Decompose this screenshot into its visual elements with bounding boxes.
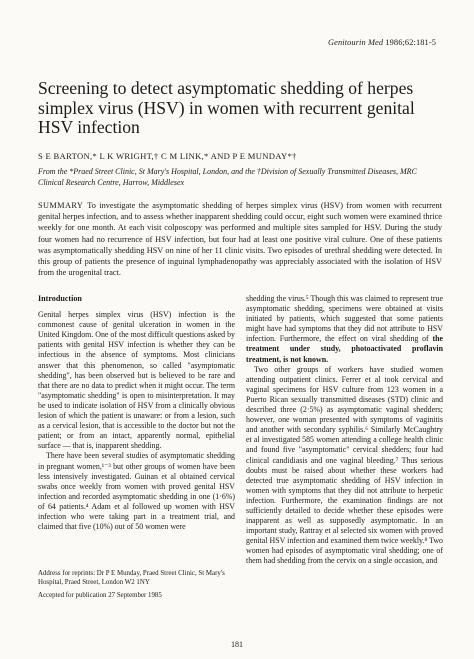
summary-block [38, 200, 442, 278]
journal-name: Genitourin Med [328, 38, 384, 47]
accepted-date: Accepted for publication 27 September 1985 [38, 592, 162, 600]
intro-paragraph-2: There have been several studies of asymptomatic shedding in pregnant women,¹⁻³ but other groups of women have been less intensively investigated. Guinan et al obtained cervical swabs once weekly from women with proved genital HSV infection and recorded asymptomatic shedding in one (1·6%) of 64 patients.⁴ Adam et al followed up women with HSV infection who were taking part in a treatment trial, and claimed that five (10%) out of 50 women were [38, 451, 235, 532]
right-column [246, 294, 443, 567]
reprint-address: Address for reprints: Dr P E Munday, Praed Street Clinic, St Mary's Hospital, Praed Street, London W2 1NY [38, 570, 225, 586]
section-heading-introduction: Introduction [38, 294, 82, 303]
footnotes [38, 570, 235, 606]
right-paragraph-2: Two other groups of workers have studied women attending outpatient clinics. Ferrer et al took cervical and vaginal specimens for HSV culture from 123 women in a Puerto Rican sexually transmitted diseases (STD) clinic and described three (2·5%) as asymptomatic vaginal shedders; however, one woman presented with symptoms of vaginitis and another with secondary syphilis.⁶ Similarly McCaughtry et al investigated 585 women attending a college health clinic and found five "asymptomatic" cervical shedders; four had clinical candidiasis and one vaginal bleeding.⁷ Thus serious doubts must be raised about whether these workers had detected true asymptomatic shedding of HSV infection in women with symptoms that they did not attribute to herpetic infection. Furthermore, the examination findings are not sufficiently detailed to decide whether these episodes were inapparent as well as supposedly asymptomatic. In an important study, Rattray et al selected six women with proved genital HSV infection and examined them twice weekly.⁸ Two women had episodes of asymptomatic viral shedding; one of them had shedding from the cervix on a single occasion, and [246, 364, 443, 566]
intro-paragraph-1: Genital herpes simplex virus (HSV) infection is the commonest cause of genital ulceration in women in the United Kingdom. One of the most difficult questions asked by patients with genital HSV infection is whether they can be infectious in the absence of symptoms. Most clinicians answer that this phenomenon, so called "asymptomatic shedding", has been observed but is believed to be rare and that there are no data to predict when it might occur. The term "asymptomatic shedding" is open to misinterpretation. It may be used to indicate isolation of HSV from a clinically obvious lesion of which the patient is unaware: or from a lesion, such as a cervical lesion, that is accessible to the doctor but not the patient; or from an intact, apparently normal, epithelial surface — that is, inapparent shedding. [38, 310, 235, 451]
right-paragraph-1-text: shedding the virus.⁵ Though this was claimed to represent true asymptomatic shedding, specimens were obtained at visits initiated by patients, which suggested that some patients might have had symptoms that they did not attribute to HSV infection. Furthermore, the effect on viral shedding of [246, 294, 443, 344]
summary-label: SUMMARY [38, 201, 84, 210]
running-head [328, 38, 436, 47]
page-number: 181 [231, 640, 243, 649]
right-paragraph-1 [246, 294, 443, 365]
summary-text: To investigate the asymptomatic shedding of herpes simplex virus (HSV) from women with recurrent genital herpes infection, and to assess whether inapparent shedding could occur, eight such women were examined thrice weekly for one month. At each visit colposcopy was performed and multiple sites sampled for HSV. During the study four women had no recurrence of HSV infection, but four had at least one positive viral culture. One of these patients was asymptomatically shedding HSV on nine of her 11 clinic visits. Two episodes of urethral shedding were detected. In this group of patients the presence of inguinal lymphadenopathy was appreciably associated with the isolation of HSV from the urogenital tract. [38, 201, 442, 278]
left-column [38, 286, 235, 532]
right-paragraph-1-bold: the treatment under study, photoactivated proflavin treatment, is not known. [246, 334, 443, 364]
journal-year-volume: 1986;62: [385, 38, 416, 47]
author-list: S E BARTON,* L K WRIGHT,† C M LINK,* AND P E MUNDAY*† [38, 151, 297, 161]
article-title: Screening to detect asymptomatic shedding of herpes simplex virus (HSV) in women with recurrent genital HSV infection [38, 78, 415, 138]
affiliation: From the *Praed Street Clinic, St Mary's Hospital, London, and the †Division of Sexually Transmitted Diseases, MRC Clinical Research Centre, Harrow, Middlesex [38, 167, 417, 187]
journal-pages: 181-5 [415, 38, 436, 47]
